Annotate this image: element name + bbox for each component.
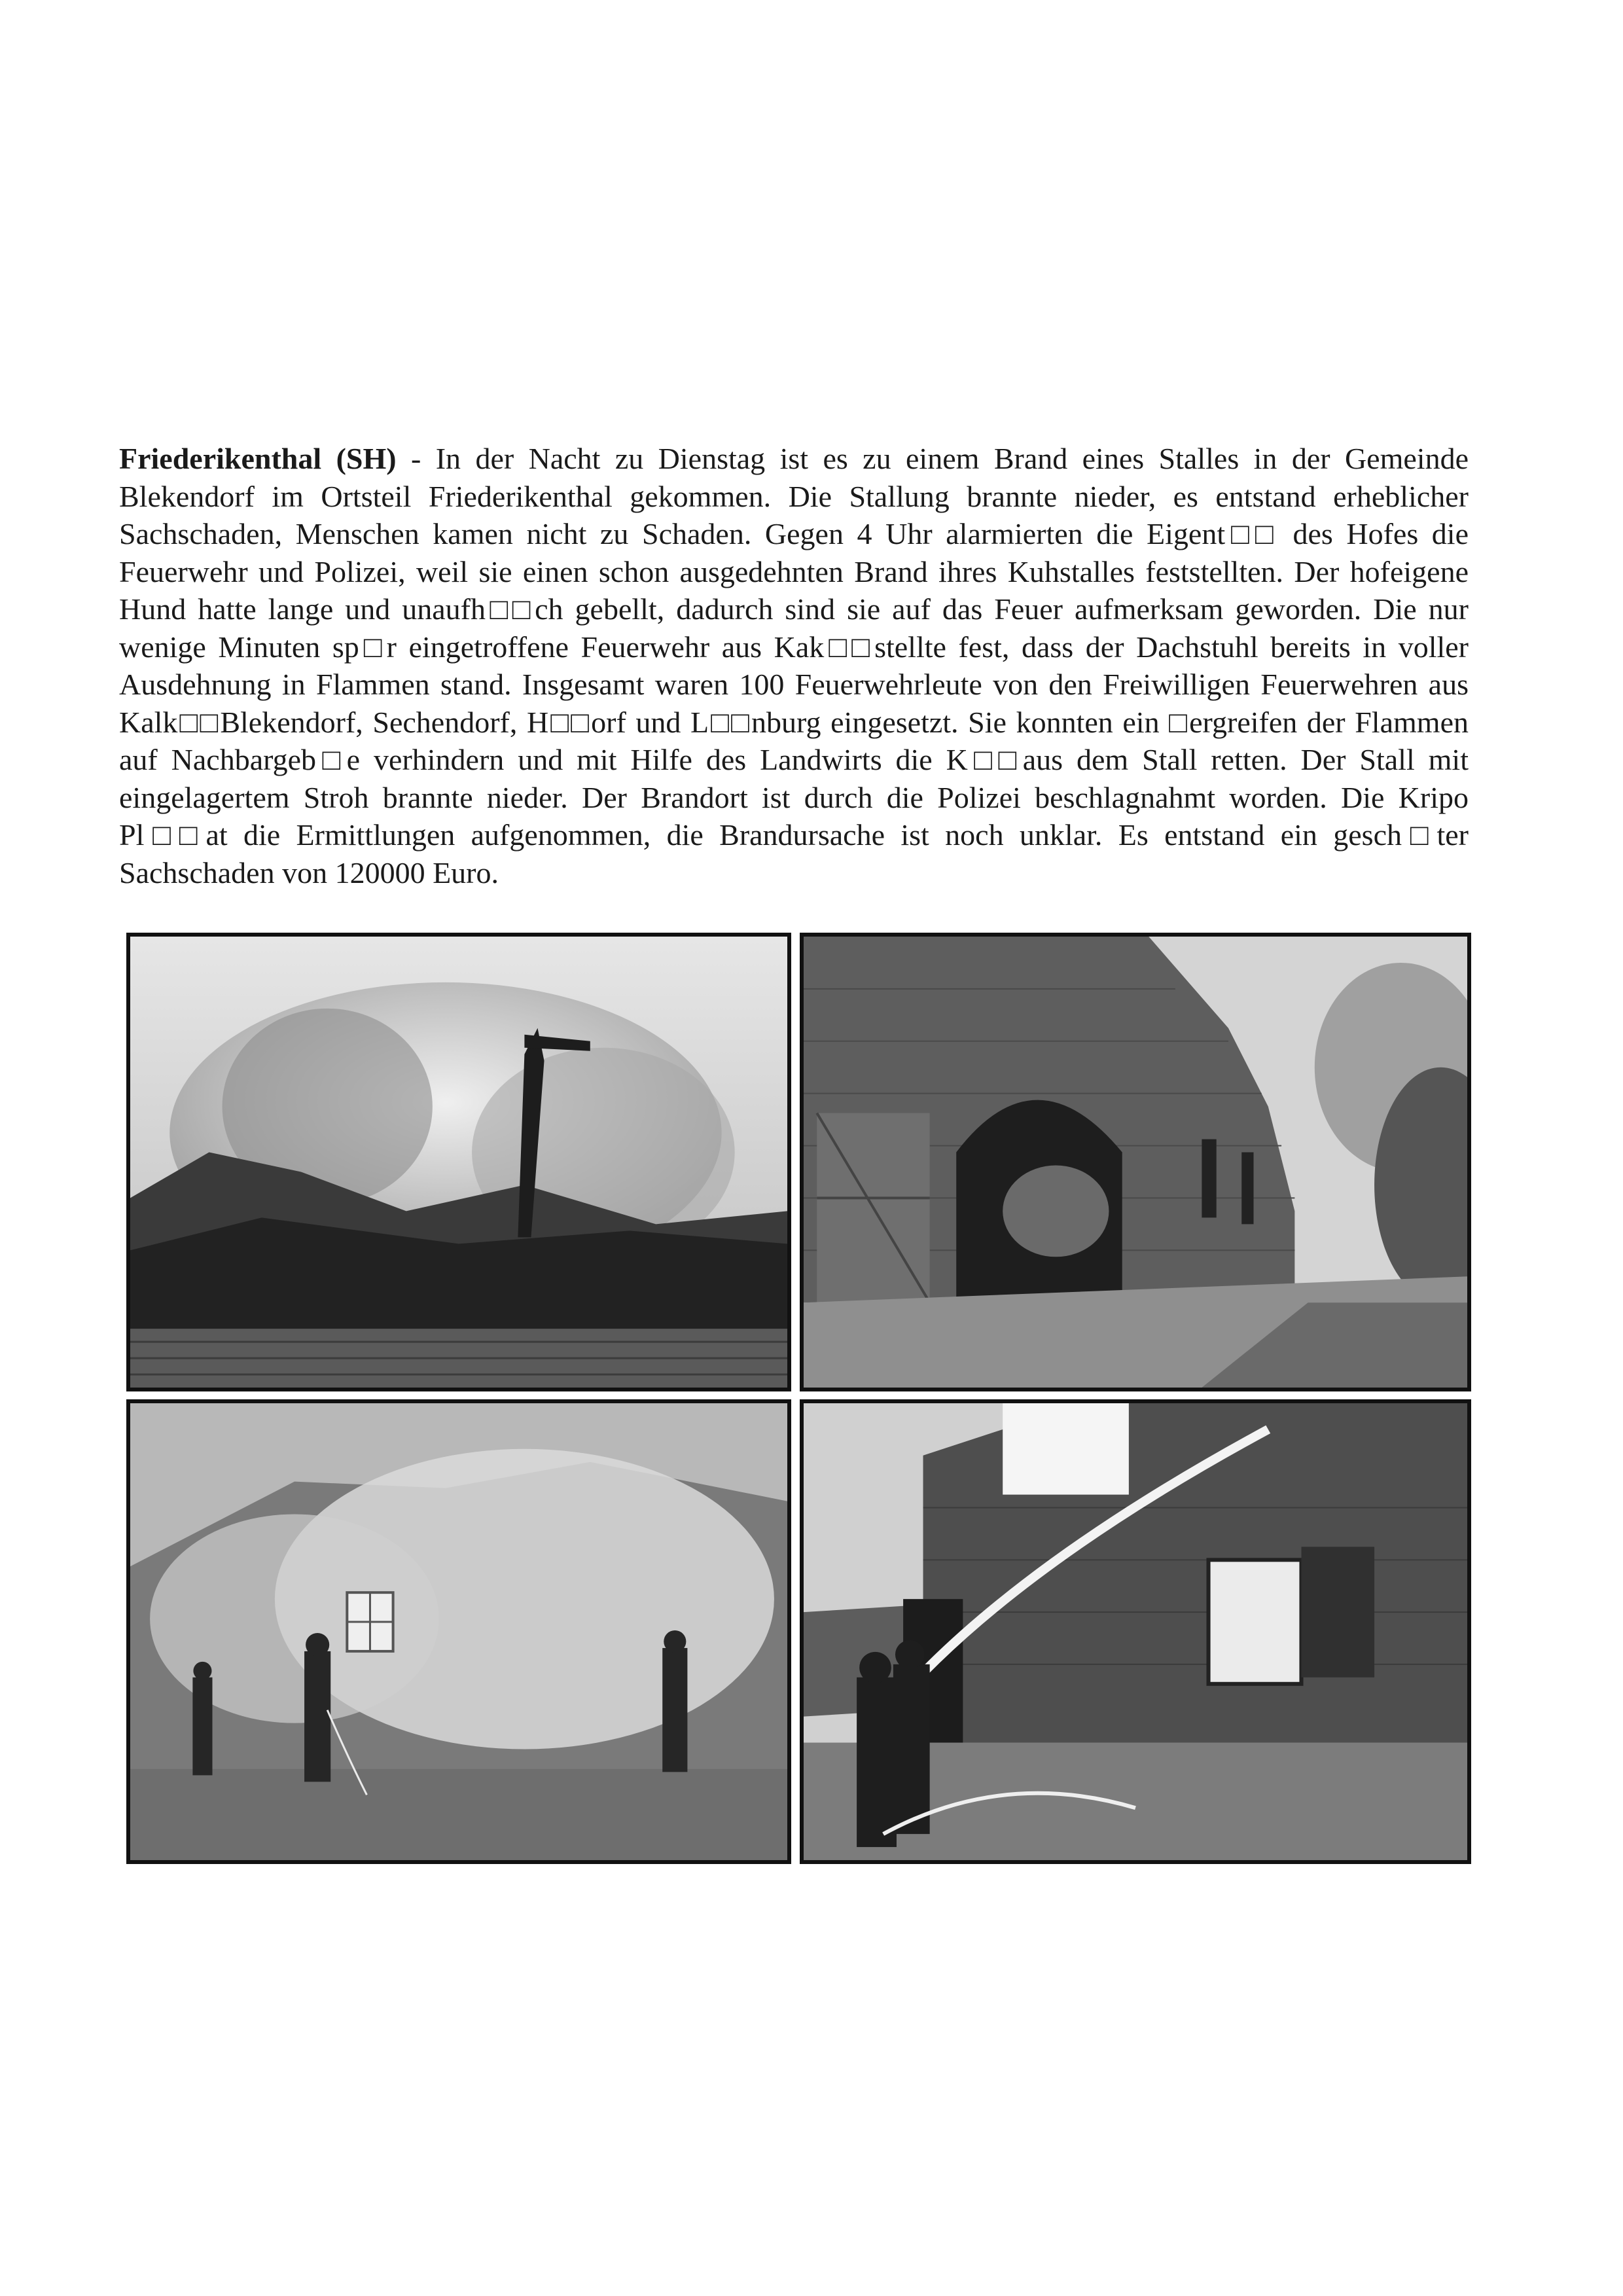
article-text <box>119 440 1469 891</box>
article-body: - In der Nacht zu Dienstag ist es zu einem Brand eines Stalles in der Gemeinde Blekendorf im Ortsteil Friederikenthal gekommen. Die Stallung brannte nieder, es entstand erheblicher Sachschaden, Menschen kamen nicht zu Schaden. Gegen 4 Uhr alarmierten die Eigent□□ des Hofes die Feuerwehr und Polizei, weil sie einen schon ausgedehnten Brand ihres Kuhstalles feststellten. Der hofeigene Hund hatte lange und unaufh□□ch gebellt, dadurch sind sie auf das Feuer aufmerksam geworden. Die nur wenige Minuten sp□r eingetroffene Feuerwehr aus Kak□□stellte fest, dass der Dachstuhl bereits in voller Ausdehnung in Flammen stand. Insgesamt waren 100 Feuerwehrleute von den Freiwilligen Feuerwehren aus Kalk□□Blekendorf, Sechendorf, H□□orf und L□□nburg eingesetzt. Sie konnten ein □ergreifen der Flammen auf Nachbargeb□e verhindern und mit Hilfe des Landwirts die K□□aus dem Stall retten. Der Stall mit eingelagertem Stroh brannte nieder. Der Brandort ist durch die Polizei beschlagnahmt worden. Die Kripo Pl□□at die Ermittlungen aufgenommen, die Brandursache ist noch unklar. Es entstand ein gesch□ter Sachschaden von 120000 Euro. <box>119 442 1469 889</box>
firefighters-hose-photo <box>800 1399 1471 1864</box>
firefighters-smoke-photo <box>126 1399 791 1864</box>
article-dateline: Friederikenthal (SH) <box>119 442 397 475</box>
burned-barn-gate-photo <box>800 933 1471 1391</box>
burning-roof-photo <box>126 933 791 1391</box>
